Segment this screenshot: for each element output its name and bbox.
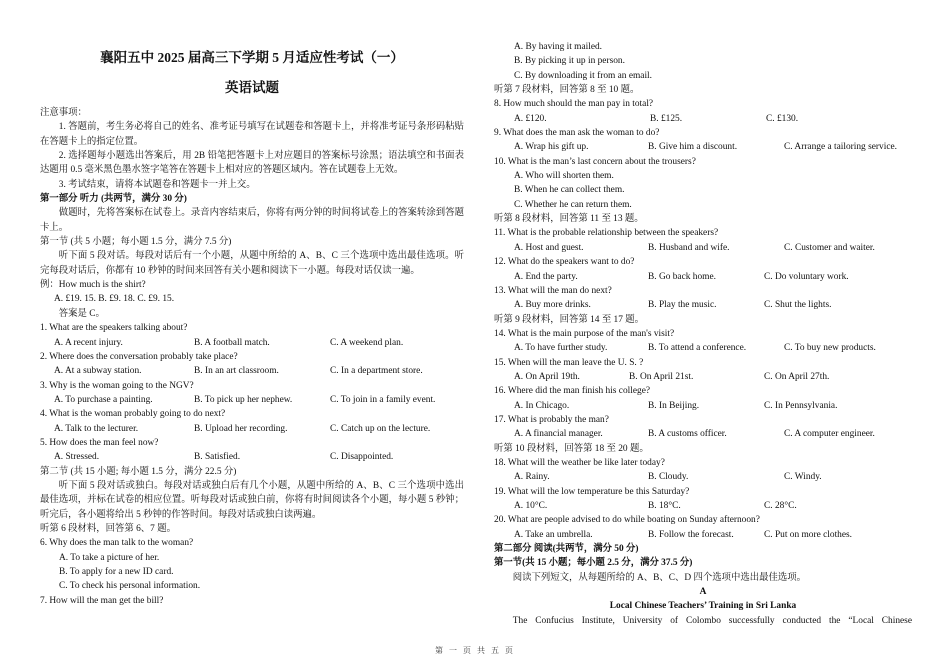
passage-title: Local Chinese Teachers’ Training in Sri Lanka <box>609 601 797 612</box>
question-5: 5. How does the man feel now? <box>40 437 159 448</box>
section2-intro: 听下面 5 段对话或独白。每段对话或独白后有几个小题，从题中所给的 A、B、C 三个选项中选出最佳选项，并标在试卷的相应位置。听每段对话或独白前，你将有时间阅读各个小题，每小题 5 秒钟；听完后，各小题将给出 5 秒钟的作答时间。每段对话或独白读两遍。 <box>40 480 464 520</box>
option-c: C. Disappointed. <box>330 452 394 463</box>
question-6-option-c: C. To check his personal information. <box>59 581 201 592</box>
question-16-options <box>494 399 912 413</box>
section2-heading: 第二节 (共 15 小题; 每小题 1.5 分，满分 22.5 分) <box>40 466 237 477</box>
material-9-label: 听第 9 段材料，回答第 14 至 17 题。 <box>494 314 645 325</box>
question-10: 10. What is the man’s last concern about the trousers? <box>494 156 696 167</box>
part2-heading: 第二部分 阅读(共两节，满分 50 分) <box>494 544 639 555</box>
exam-subtitle: 英语试题 <box>225 80 279 95</box>
question-14: 14. What is the main purpose of the man's visit? <box>494 328 675 339</box>
option-b: B. Follow the forecast. <box>648 529 734 540</box>
option-a: A. Stressed. <box>54 452 100 463</box>
option-b: B. To pick up her nephew. <box>194 394 293 405</box>
passage-first-line: The Confucius Institute, University of Colombo successfully conducted the “Local Chinese <box>512 615 912 626</box>
option-b: B. Husband and wife. <box>648 242 730 253</box>
question-20-options <box>494 528 912 542</box>
part2-section1-heading: 第一节(共 15 小题；每小题 2.5 分，满分 37.5 分) <box>494 558 693 569</box>
part1-intro: 做题时，先将答案标在试卷上。录音内容结束后，你将有两分钟的时间将试卷上的答案转涂到答题卡上。 <box>40 208 464 233</box>
option-b: B. On April 21st. <box>629 371 694 382</box>
question-6: 6. Why does the man talk to the woman? <box>40 538 194 549</box>
option-b: B. 18°C. <box>648 501 681 511</box>
section1-heading: 第一节 (共 5 小题；每小题 1.5 分，满分 7.5 分) <box>40 237 232 248</box>
question-6-option-a: A. To take a picture of her. <box>59 552 160 563</box>
option-c: C. In a department store. <box>330 366 423 377</box>
notice-heading: 注意事项： <box>40 108 87 118</box>
question-7: 7. How will the man get the bill? <box>40 595 164 606</box>
question-7-option-a: A. By having it mailed. <box>514 42 603 52</box>
notice-item-2: 2. 选择题每小题选出答案后，用 2B 铅笔把答题卡上对应题目的答案标号涂黑；语法填空和书面表达题用 0.5 毫米黑色墨水签字笔答在答题卡上相对应的答题区域内。答在试题卷上无效。 <box>40 151 464 176</box>
question-6-option-b: B. To apply for a new ID card. <box>59 567 174 577</box>
left-column <box>40 0 464 608</box>
option-b: B. Upload her recording. <box>194 423 288 434</box>
option-c: C. To join in a family event. <box>330 394 436 405</box>
option-c: C. Shut the lights. <box>764 300 832 311</box>
question-3-options <box>40 393 464 407</box>
option-c: C. Catch up on the lecture. <box>330 423 431 434</box>
notice-item-3: 3. 考试结束，请将本试题卷和答题卡一并上交。 <box>58 179 256 190</box>
option-c: C. On April 27th. <box>764 371 830 382</box>
question-15: 15. When will the man leave the U. S. ? <box>494 357 644 368</box>
question-16: 16. Where did the man finish his college? <box>494 386 651 397</box>
option-c: C. A weekend plan. <box>330 337 404 348</box>
example-question: 例：How much is the shirt? <box>40 280 146 291</box>
option-c: C. Windy. <box>784 472 822 483</box>
option-c: C. A computer engineer. <box>784 429 875 440</box>
option-a: A. Host and guest. <box>514 242 584 253</box>
question-5-options <box>40 450 464 464</box>
question-8: 8. How much should the man pay in total? <box>494 99 654 110</box>
option-a: A. To purchase a painting. <box>54 394 153 405</box>
option-c: C. Arrange a tailoring service. <box>784 142 897 153</box>
option-a: A. Talk to the lecturer. <box>54 423 139 434</box>
option-a: A. Rainy. <box>514 472 550 483</box>
option-b: B. A customs officer. <box>648 429 727 440</box>
question-1-options <box>40 336 464 350</box>
question-7-option-b: B. By picking it up in person. <box>514 56 625 67</box>
example-options: A. £19. 15. B. £9. 18. C. £9. 15. <box>54 294 175 305</box>
question-2-options <box>40 364 464 378</box>
option-c: C. 28°C. <box>764 501 797 511</box>
option-a: A. To have further study. <box>514 343 608 354</box>
question-4-options <box>40 422 464 436</box>
material-8-label: 听第 8 段材料，回答第 11 至 13 题。 <box>494 214 644 225</box>
part2-section1-intro: 阅读下列短文，从每题所给的 A、B、C、D 四个选项中选出最佳选项。 <box>512 572 807 583</box>
option-b: B. A football match. <box>194 337 270 348</box>
option-a: A. Take an umbrella. <box>514 529 593 540</box>
question-1: 1. What are the speakers talking about? <box>40 323 188 334</box>
question-17-options <box>494 427 912 441</box>
option-c: C. To buy new products. <box>784 343 876 354</box>
example-answer: 答案是 C。 <box>58 308 105 319</box>
question-11-options <box>494 241 912 255</box>
question-10-option-c: C. Whether he can return them. <box>514 199 632 210</box>
option-a: A. End the party. <box>514 271 578 282</box>
question-11: 11. What is the probable relationship between the speakers? <box>494 228 719 239</box>
question-10-option-a: A. Who will shorten them. <box>514 171 614 182</box>
option-c: C. Do voluntary work. <box>764 271 849 282</box>
question-19-options <box>494 499 912 513</box>
option-b: B. In Beijing. <box>648 400 700 411</box>
option-b: B. In an art classroom. <box>194 366 279 377</box>
page-footer: 第 一 页 共 五 页 <box>435 646 515 655</box>
question-14-options <box>494 341 912 355</box>
question-17: 17. What is probably the man? <box>494 414 609 425</box>
question-3: 3. Why is the woman going to the NGV? <box>40 380 194 391</box>
passage-label: A <box>699 587 707 598</box>
option-a: A. A recent injury. <box>54 337 123 348</box>
option-b: B. Go back home. <box>648 271 716 282</box>
option-c: C. Put on more clothes. <box>764 529 853 540</box>
option-a: A. Buy more drinks. <box>514 300 591 311</box>
question-20: 20. What are people advised to do while boating on Sunday afternoon? <box>494 515 760 526</box>
section1-intro: 听下面 5 段对话。每段对话后有一个小题，从题中所给的 A、B、C 三个选项中选出最佳选项。听完每段对话后，你都有 10 秒钟的时间来回答有关小题和阅读下一小题。每段对话仅读一遍。 <box>40 251 464 276</box>
question-10-option-b: B. When he can collect them. <box>514 185 625 196</box>
option-b: B. Cloudy. <box>648 472 689 483</box>
option-b: B. Play the music. <box>648 300 717 311</box>
question-13: 13. What will the man do next? <box>494 285 612 296</box>
question-18: 18. What will the weather be like later today? <box>494 457 665 468</box>
option-c: C. £130. <box>766 113 799 124</box>
question-2: 2. Where does the conversation probably take place? <box>40 351 238 362</box>
question-9-options <box>494 140 912 154</box>
notice-item-1: 1. 答题前，考生务必将自己的姓名、准考证号填写在试题卷和答题卡上，并将准考证号条形码粘贴在答题卡上的指定位置。 <box>40 122 464 147</box>
option-a: A. At a subway station. <box>54 366 142 377</box>
option-a: A. In Chicago. <box>514 400 570 411</box>
option-b: B. £125. <box>650 113 683 124</box>
option-a: A. On April 19th. <box>514 371 580 382</box>
option-a: A. A financial manager. <box>514 429 603 440</box>
option-b: B. Give him a discount. <box>648 142 738 153</box>
question-4: 4. What is the woman probably going to do next? <box>40 409 226 420</box>
option-c: C. In Pennsylvania. <box>764 400 838 411</box>
question-15-options <box>494 370 912 384</box>
option-a: A. Wrap his gift up. <box>514 142 589 153</box>
option-a: A. £120. <box>514 113 547 124</box>
exam-title: 襄阳五中 2025 届高三下学期 5 月适应性考试（一） <box>100 50 404 65</box>
option-b: B. Satisfied. <box>194 452 241 463</box>
question-9: 9. What does the man ask the woman to do? <box>494 128 660 139</box>
option-c: C. Customer and waiter. <box>784 242 875 253</box>
right-column <box>494 0 912 628</box>
material-6-label: 听第 6 段材料，回答第 6、7 题。 <box>40 523 176 534</box>
question-18-options <box>494 470 912 484</box>
material-10-label: 听第 10 段材料，回答第 18 至 20 题。 <box>494 443 649 454</box>
part1-heading: 第一部分 听力 (共两节，满分 30 分) <box>40 194 187 205</box>
question-7-option-c: C. By downloading it from an email. <box>514 70 653 81</box>
option-a: A. 10°C. <box>514 501 548 511</box>
material-7-label: 听第 7 段材料，回答第 8 至 10 题。 <box>494 85 640 96</box>
question-12-options <box>494 270 912 284</box>
question-19: 19. What will the low temperature be this Saturday? <box>494 486 690 497</box>
question-8-options <box>494 112 912 126</box>
question-12: 12. What do the speakers want to do? <box>494 257 635 268</box>
question-13-options <box>494 298 912 312</box>
option-b: B. To attend a conference. <box>648 343 747 354</box>
